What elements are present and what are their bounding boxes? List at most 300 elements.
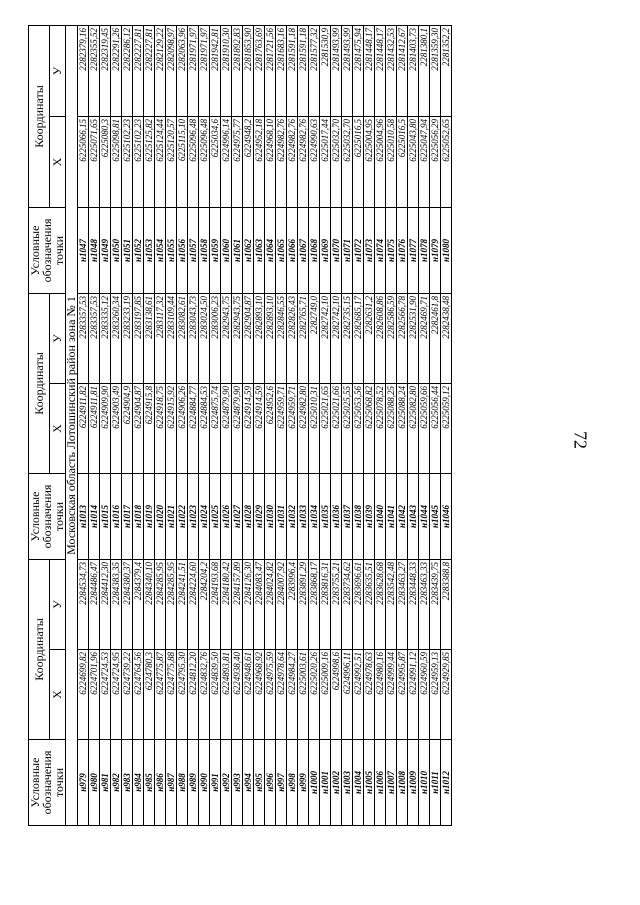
rotated-page (28, 26, 550, 826)
table-row (386, 26, 397, 826)
x-coordinate-cell: 6225053,56 (353, 384, 364, 474)
x-coordinate-cell: 6224780,3 (144, 650, 155, 740)
y-coordinate-cell: 2283043,73 (188, 294, 199, 384)
y-coordinate-cell: 2282893,10 (265, 294, 276, 384)
point-id-cell: н981 (100, 740, 111, 826)
header-x-label: X (49, 117, 65, 208)
y-coordinate-cell: 2284534,73 (78, 560, 89, 650)
x-coordinate-cell: 6224879,90 (221, 384, 232, 474)
table-row (122, 26, 133, 826)
y-coordinate-cell: 2283439,75 (430, 560, 441, 650)
x-coordinate-cell: 6224914,59 (243, 384, 254, 474)
point-id-cell: н997 (276, 740, 287, 826)
y-coordinate-cell: 2282586,59 (386, 294, 397, 384)
x-coordinate-cell: 6224952,18 (254, 117, 265, 208)
point-id-cell: н1077 (408, 208, 419, 294)
point-id-cell: н1001 (320, 740, 331, 826)
y-coordinate-cell: 2282286,12 (122, 26, 133, 117)
table-row (276, 26, 287, 826)
y-coordinate-cell: 2283891,29 (298, 560, 309, 650)
x-coordinate-cell: 6225010,58 (386, 117, 397, 208)
point-id-cell: н1064 (265, 208, 276, 294)
table-row (254, 26, 265, 826)
y-coordinate-cell: 2284180,42 (221, 560, 232, 650)
point-id-cell: н1056 (177, 208, 188, 294)
y-coordinate-cell: 2284007,92 (276, 560, 287, 650)
point-id-cell: н1024 (199, 474, 210, 560)
table-row (100, 26, 111, 826)
header-y-label: У (49, 560, 65, 650)
point-id-cell: н1055 (166, 208, 177, 294)
point-id-cell: н1025 (210, 474, 221, 560)
header-coords-label: Координаты (29, 560, 50, 740)
x-coordinate-cell: 6225066,15 (78, 117, 89, 208)
x-coordinate-cell: 6224984,27 (287, 650, 298, 740)
y-coordinate-cell: 2283542,48 (386, 560, 397, 650)
table-row (243, 26, 254, 826)
point-id-cell: н1003 (342, 740, 353, 826)
y-coordinate-cell: 2281577,32 (309, 26, 320, 117)
x-coordinate-cell: 6225102,23 (122, 117, 133, 208)
point-id-cell: н1014 (89, 474, 100, 560)
point-id-cell: н1021 (166, 474, 177, 560)
x-coordinate-cell: 6224959,13 (430, 650, 441, 740)
point-id-cell: н987 (166, 740, 177, 826)
x-coordinate-cell: 6225021,66 (331, 384, 342, 474)
zone-title-body (66, 26, 78, 826)
x-coordinate-cell: 6225115,10 (177, 117, 188, 208)
x-coordinate-cell: 6225043,80 (408, 117, 419, 208)
header-point-label (29, 208, 66, 294)
point-id-cell: н1054 (155, 208, 166, 294)
table-body (78, 26, 452, 826)
x-coordinate-cell: 6224884,53 (199, 384, 210, 474)
point-id-cell: н1068 (309, 208, 320, 294)
header-x-label: X (49, 650, 65, 740)
y-coordinate-cell: 2283117,32 (155, 294, 166, 384)
table-row (111, 26, 122, 826)
y-coordinate-cell: 2281763,69 (254, 26, 265, 117)
table-row (331, 26, 342, 826)
header-point-label-line: Условные (28, 757, 42, 808)
point-id-cell: н1075 (386, 208, 397, 294)
y-coordinate-cell: 2282319,45 (100, 26, 111, 117)
x-coordinate-cell: 6225047,94 (419, 117, 430, 208)
x-coordinate-cell: 6224978,63 (364, 650, 375, 740)
point-id-cell: н1079 (430, 208, 441, 294)
point-id-cell: н1070 (331, 208, 342, 294)
point-id-cell: н1009 (408, 740, 419, 826)
point-id-cell: н1018 (133, 474, 144, 560)
y-coordinate-cell: 2283357,53 (89, 294, 100, 384)
x-coordinate-cell: 6225004,96 (375, 117, 386, 208)
x-coordinate-cell: 6224914,59 (254, 384, 265, 474)
point-id-cell: н990 (199, 740, 210, 826)
header-y-label: У (49, 294, 65, 384)
x-coordinate-cell: 6225078,52 (375, 384, 386, 474)
x-coordinate-cell: 6224911,82 (78, 384, 89, 474)
y-coordinate-cell: 2281493,99 (331, 26, 342, 117)
y-coordinate-cell: 2282742,10 (320, 294, 331, 384)
y-coordinate-cell: 2283755,21 (331, 560, 342, 650)
y-coordinate-cell: 2284024,82 (265, 560, 276, 650)
x-coordinate-cell: 6224982,76 (287, 117, 298, 208)
point-id-cell: н1010 (419, 740, 430, 826)
point-id-cell: н1044 (419, 474, 430, 560)
x-coordinate-cell: 6224884,77 (188, 384, 199, 474)
x-coordinate-cell: 6225025,55 (342, 384, 353, 474)
table-row (408, 26, 419, 826)
header-coords-label: Координаты (29, 26, 50, 208)
y-coordinate-cell: 2283448,33 (408, 560, 419, 650)
point-id-cell: н1076 (397, 208, 408, 294)
point-id-cell: н993 (232, 740, 243, 826)
x-coordinate-cell: 6224904,87 (133, 384, 144, 474)
point-id-cell: н1013 (78, 474, 89, 560)
x-coordinate-cell: 6224968,10 (265, 117, 276, 208)
point-id-cell: н985 (144, 740, 155, 826)
y-coordinate-cell: 2281359,30 (430, 26, 441, 117)
coordinates-table (28, 25, 452, 826)
x-coordinate-cell: 6224982,76 (298, 117, 309, 208)
point-id-cell: н1072 (353, 208, 364, 294)
point-id-cell: н1046 (441, 474, 452, 560)
zone-title: Московская область Лотошинский район зона № 1 (66, 26, 78, 826)
x-coordinate-cell: 6224795,30 (177, 650, 188, 740)
header-x-label: X (49, 384, 65, 474)
x-coordinate-cell: 6224724,53 (100, 650, 111, 740)
point-id-cell: н1063 (254, 208, 265, 294)
x-coordinate-cell: 6224915,8 (144, 384, 155, 474)
x-coordinate-cell: 6224938,40 (232, 650, 243, 740)
point-id-cell: н1058 (199, 208, 210, 294)
x-coordinate-cell: 6224978,64 (276, 650, 287, 740)
y-coordinate-cell: 2282227,81 (133, 26, 144, 117)
table-row (298, 26, 309, 826)
y-coordinate-cell: 2282355,52 (89, 26, 100, 117)
y-coordinate-cell: 2284193,68 (210, 560, 221, 650)
x-coordinate-cell: 6225098,81 (111, 117, 122, 208)
point-id-cell: н1005 (364, 740, 375, 826)
y-coordinate-cell: 2282765,71 (298, 294, 309, 384)
point-id-cell: н989 (188, 740, 199, 826)
y-coordinate-cell: 2282098,97 (166, 26, 177, 117)
table-row (320, 26, 331, 826)
x-coordinate-cell: 6225082,80 (408, 384, 419, 474)
y-coordinate-cell: 2282943,75 (221, 294, 232, 384)
point-id-cell: н1016 (111, 474, 122, 560)
table-row (397, 26, 408, 826)
point-id-cell: н1062 (243, 208, 254, 294)
point-id-cell: н1041 (386, 474, 397, 560)
x-coordinate-cell: 6224960,59 (419, 650, 430, 740)
point-id-cell: н1026 (221, 474, 232, 560)
y-coordinate-cell: 2281432,53 (386, 26, 397, 117)
y-coordinate-cell: 2284412,30 (100, 560, 111, 650)
point-id-cell: н980 (89, 740, 100, 826)
point-id-cell: н1033 (298, 474, 309, 560)
x-coordinate-cell: 6224775,87 (155, 650, 166, 740)
x-coordinate-cell: 6224875,74 (210, 384, 221, 474)
y-coordinate-cell: 2282063,96 (177, 26, 188, 117)
y-coordinate-cell: 2283996,4 (287, 560, 298, 650)
y-coordinate-cell: 2283816,31 (320, 560, 331, 650)
y-coordinate-cell: 2281380,1 (419, 26, 430, 117)
y-coordinate-cell: 2283463,33 (419, 560, 430, 650)
table-row (430, 26, 441, 826)
point-id-cell: н1037 (342, 474, 353, 560)
y-coordinate-cell: 2282227,81 (144, 26, 155, 117)
point-id-cell: н994 (243, 740, 254, 826)
x-coordinate-cell: 6225124,44 (155, 117, 166, 208)
table-row (375, 26, 386, 826)
point-id-cell: н1047 (78, 208, 89, 294)
point-id-cell: н1057 (188, 208, 199, 294)
x-coordinate-cell: 6224995,87 (397, 650, 408, 740)
y-coordinate-cell: 2283463,27 (397, 560, 408, 650)
x-coordinate-cell: 6224998,6 (331, 650, 342, 740)
point-id-cell: н1049 (100, 208, 111, 294)
y-coordinate-cell: 2283734,62 (342, 560, 353, 650)
y-coordinate-cell: 2283628,68 (375, 560, 386, 650)
point-id-cell: н1019 (144, 474, 155, 560)
point-id-cell: н1031 (276, 474, 287, 560)
table-row (309, 26, 320, 826)
x-coordinate-cell: 6224701,96 (89, 650, 100, 740)
x-coordinate-cell: 6224959,71 (287, 384, 298, 474)
point-id-cell: н1017 (122, 474, 133, 560)
table-row (232, 26, 243, 826)
x-coordinate-cell: 6224975,59 (265, 650, 276, 740)
y-coordinate-cell: 2281475,94 (353, 26, 364, 117)
header-point-label-line: точки (52, 235, 66, 266)
point-id-cell: н1040 (375, 474, 386, 560)
y-coordinate-cell: 2283388,8 (441, 560, 452, 650)
table-row (144, 26, 155, 826)
point-id-cell: н1051 (122, 208, 133, 294)
point-id-cell: н979 (78, 740, 89, 826)
x-coordinate-cell: 6225080,3 (100, 117, 111, 208)
point-id-cell: н1028 (243, 474, 254, 560)
y-coordinate-cell: 2283197,85 (133, 294, 144, 384)
y-coordinate-cell: 2281591,18 (298, 26, 309, 117)
table-row (441, 26, 452, 826)
y-coordinate-cell: 2284380,37 (122, 560, 133, 650)
point-id-cell: н1073 (364, 208, 375, 294)
point-id-cell: н1007 (386, 740, 397, 826)
header-point-label-line: точки (52, 767, 66, 798)
x-coordinate-cell: 6224906,26 (177, 384, 188, 474)
y-coordinate-cell: 2282735,15 (342, 294, 353, 384)
point-id-cell: н1039 (364, 474, 375, 560)
y-coordinate-cell: 2284285,95 (155, 560, 166, 650)
point-id-cell: н1067 (298, 208, 309, 294)
y-coordinate-cell: 2282469,71 (419, 294, 430, 384)
y-coordinate-cell: 2282749,0 (309, 294, 320, 384)
x-coordinate-cell: 6225056,44 (430, 384, 441, 474)
table-header (29, 26, 66, 826)
x-coordinate-cell: 6224724,95 (111, 650, 122, 740)
x-coordinate-cell: 6225034,6 (210, 117, 221, 208)
y-coordinate-cell: 2282291,26 (111, 26, 122, 117)
x-coordinate-cell: 6224839,50 (210, 650, 221, 740)
header-point-label (29, 740, 66, 826)
y-coordinate-cell: 2284224,60 (188, 560, 199, 650)
point-id-cell: н1035 (320, 474, 331, 560)
x-coordinate-cell: 6225068,82 (364, 384, 375, 474)
table-row (199, 26, 210, 826)
y-coordinate-cell: 2281683,16 (276, 26, 287, 117)
point-id-cell: н983 (122, 740, 133, 826)
x-coordinate-cell: 6225020,26 (309, 650, 320, 740)
x-coordinate-cell: 6224991,12 (408, 650, 419, 740)
x-coordinate-cell: 6224909,90 (100, 384, 111, 474)
point-id-cell: н1020 (155, 474, 166, 560)
point-id-cell: н1052 (133, 208, 144, 294)
x-coordinate-cell: 6224982,80 (298, 384, 309, 474)
y-coordinate-cell: 2282826,43 (287, 294, 298, 384)
point-id-cell: н1004 (353, 740, 364, 826)
y-coordinate-cell: 2284083,47 (254, 560, 265, 650)
y-coordinate-cell: 2283868,17 (309, 560, 320, 650)
table-row (155, 26, 166, 826)
x-coordinate-cell: 6225056,29 (430, 117, 441, 208)
y-coordinate-cell: 2281448,17 (364, 26, 375, 117)
x-coordinate-cell: 6225125,82 (144, 117, 155, 208)
table-row (210, 26, 221, 826)
x-coordinate-cell: 6224918,75 (155, 384, 166, 474)
x-coordinate-cell: 6224948,2 (243, 117, 254, 208)
point-id-cell: н1050 (111, 208, 122, 294)
point-id-cell: н1059 (210, 208, 221, 294)
x-coordinate-cell: 6224999,44 (386, 650, 397, 740)
y-coordinate-cell: 2282685,17 (353, 294, 364, 384)
point-id-cell: н982 (111, 740, 122, 826)
point-id-cell: н1071 (342, 208, 353, 294)
x-coordinate-cell: 6225017,44 (320, 117, 331, 208)
point-id-cell: н1029 (254, 474, 265, 560)
point-id-cell: н995 (254, 740, 265, 826)
y-coordinate-cell: 2282846,55 (276, 294, 287, 384)
point-id-cell: н1038 (353, 474, 364, 560)
y-coordinate-cell: 2284486,47 (89, 560, 100, 650)
x-coordinate-cell: 6224812,20 (188, 650, 199, 740)
x-coordinate-cell: 6224982,76 (276, 117, 287, 208)
header-point-label-line: обозначения (40, 750, 54, 815)
header-point-label-line: Условные (28, 225, 42, 276)
point-id-cell: н1078 (419, 208, 430, 294)
point-id-cell: н991 (210, 740, 221, 826)
table-row (221, 26, 232, 826)
y-coordinate-cell: 2282631,2 (364, 294, 375, 384)
x-coordinate-cell: 6224959,71 (276, 384, 287, 474)
x-coordinate-cell: 6224915,92 (166, 384, 177, 474)
y-coordinate-cell: 2281403,73 (408, 26, 419, 117)
y-coordinate-cell: 2281530,9 (320, 26, 331, 117)
point-id-cell: н1000 (309, 740, 320, 826)
table-row (89, 26, 100, 826)
point-id-cell: н1042 (397, 474, 408, 560)
point-id-cell: н1069 (320, 208, 331, 294)
x-coordinate-cell: 6225016,5 (353, 117, 364, 208)
y-coordinate-cell: 2282608,86 (375, 294, 386, 384)
x-coordinate-cell: 6225016,5 (397, 117, 408, 208)
point-id-cell: н988 (177, 740, 188, 826)
x-coordinate-cell: 6224990,63 (309, 117, 320, 208)
table-row (133, 26, 144, 826)
x-coordinate-cell: 6224948,61 (243, 650, 254, 740)
table-row (166, 26, 177, 826)
table-row (364, 26, 375, 826)
table-row (342, 26, 353, 826)
point-id-cell: н1002 (331, 740, 342, 826)
table-row (177, 26, 188, 826)
x-coordinate-cell: 6224832,76 (199, 650, 210, 740)
point-id-cell: н1008 (397, 740, 408, 826)
header-point-label-line: точки (52, 501, 66, 532)
point-id-cell: н998 (287, 740, 298, 826)
point-id-cell: н1053 (144, 208, 155, 294)
y-coordinate-cell: 2281493,99 (342, 26, 353, 117)
point-id-cell: н1043 (408, 474, 419, 560)
x-coordinate-cell: 6225003,61 (298, 650, 309, 740)
y-coordinate-cell: 2281352,2 (441, 26, 452, 117)
y-coordinate-cell: 2283109,44 (166, 294, 177, 384)
x-coordinate-cell: 6224992,51 (353, 650, 364, 740)
point-id-cell: н1027 (232, 474, 243, 560)
y-coordinate-cell: 2283335,12 (100, 294, 111, 384)
y-coordinate-cell: 2283024,50 (199, 294, 210, 384)
y-coordinate-cell: 2282531,90 (408, 294, 419, 384)
x-coordinate-cell: 6224775,88 (166, 650, 177, 740)
y-coordinate-cell: 2283233,19 (122, 294, 133, 384)
header-coords-label: Координаты (29, 294, 50, 474)
y-coordinate-cell: 2281892,83 (232, 26, 243, 117)
x-coordinate-cell: 6225088,24 (397, 384, 408, 474)
y-coordinate-cell: 2284285,95 (166, 560, 177, 650)
point-id-cell: н1048 (89, 208, 100, 294)
point-id-cell: н984 (133, 740, 144, 826)
point-id-cell: н1060 (221, 208, 232, 294)
x-coordinate-cell: 6225010,31 (309, 384, 320, 474)
x-coordinate-cell: 6225096,48 (199, 117, 210, 208)
y-coordinate-cell: 2283357,53 (78, 294, 89, 384)
x-coordinate-cell: 6225009,16 (320, 650, 331, 740)
header-point-label-line: обозначения (40, 484, 54, 549)
x-coordinate-cell: 6225096,48 (188, 117, 199, 208)
y-coordinate-cell: 2284383,35 (111, 560, 122, 650)
x-coordinate-cell: 6224952,6 (265, 384, 276, 474)
x-coordinate-cell: 6225052,65 (441, 117, 452, 208)
point-id-cell: н1006 (375, 740, 386, 826)
y-coordinate-cell: 2281412,67 (397, 26, 408, 117)
point-id-cell: н1023 (188, 474, 199, 560)
point-id-cell: н999 (298, 740, 309, 826)
x-coordinate-cell: 6225059,12 (441, 384, 452, 474)
x-coordinate-cell: 6225032,70 (331, 117, 342, 208)
x-coordinate-cell: 6224699,82 (78, 650, 89, 740)
table-row (78, 26, 89, 826)
y-coordinate-cell: 2284204,2 (199, 560, 210, 650)
y-coordinate-cell: 2282904,87 (243, 294, 254, 384)
x-coordinate-cell: 6225004,95 (364, 117, 375, 208)
y-coordinate-cell: 2283260,34 (111, 294, 122, 384)
header-y-label: У (49, 26, 65, 117)
point-id-cell: н1061 (232, 208, 243, 294)
x-coordinate-cell: 6224904,9 (122, 384, 133, 474)
point-id-cell: н1012 (441, 740, 452, 826)
table-row (265, 26, 276, 826)
